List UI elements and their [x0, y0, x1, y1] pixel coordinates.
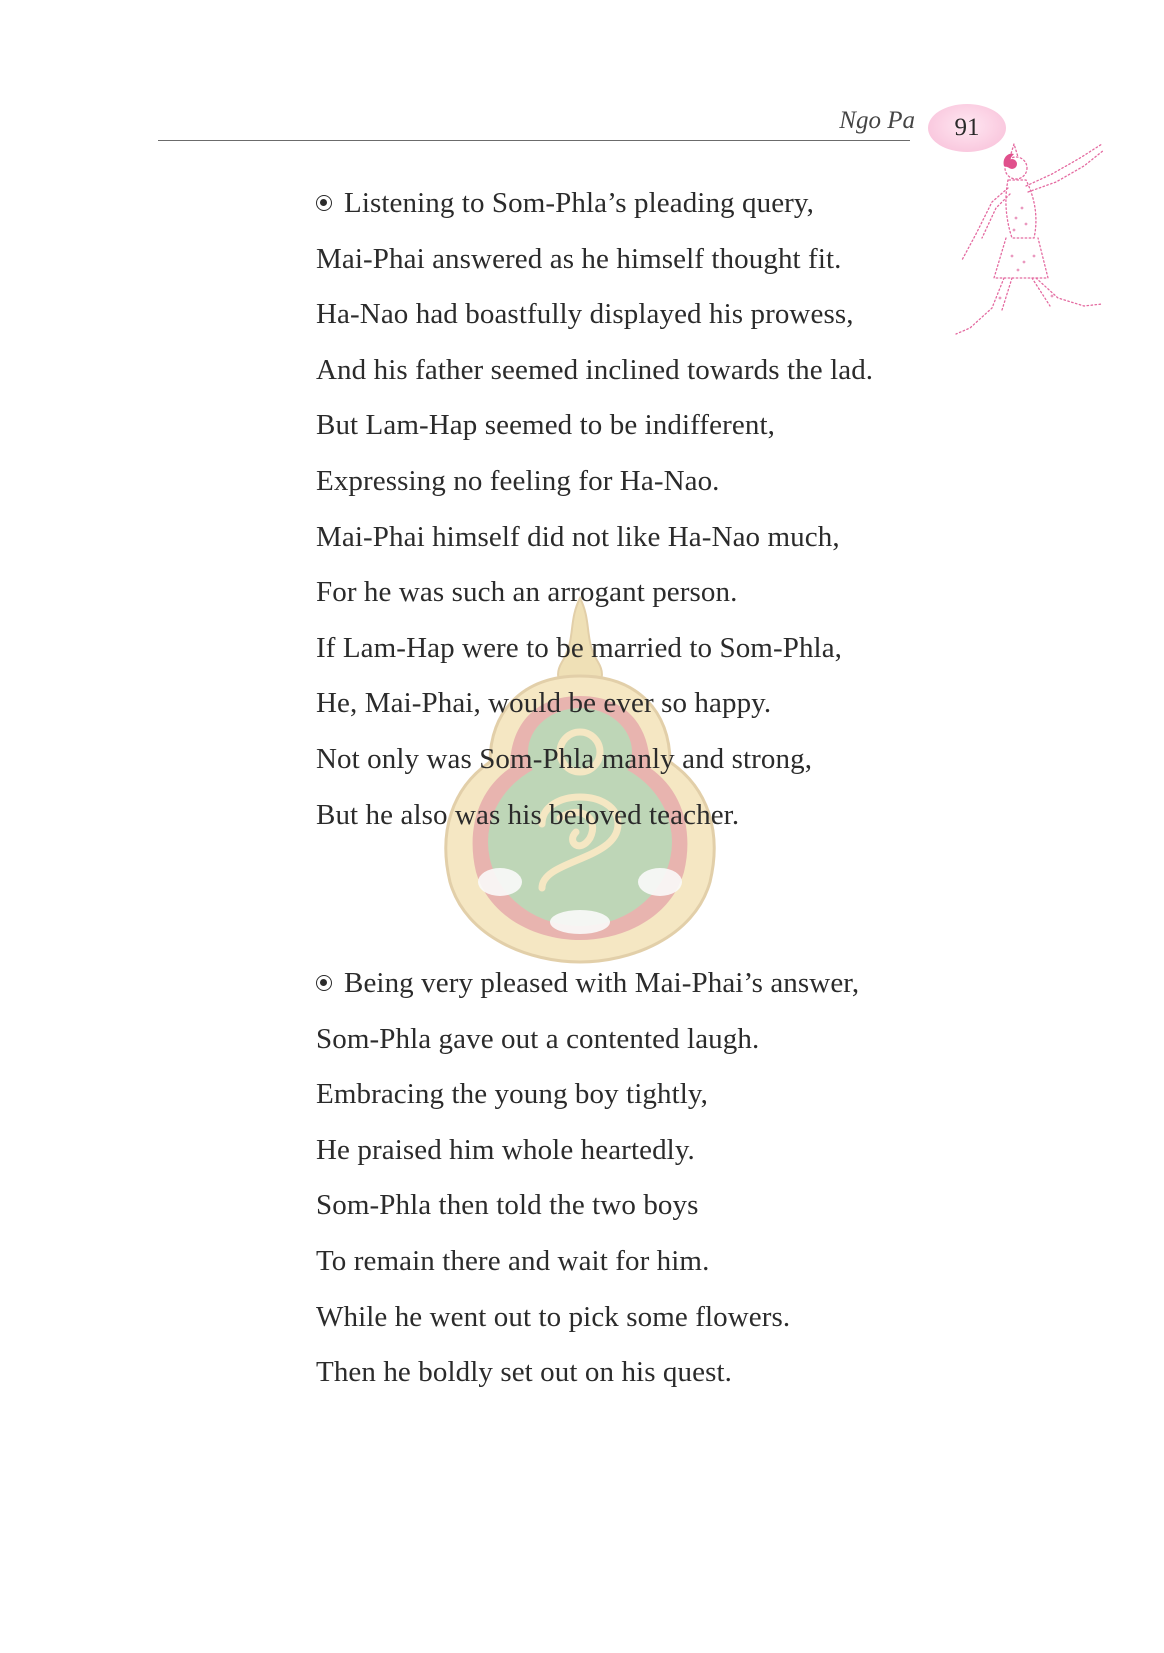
page-number: 91	[954, 114, 980, 141]
verse-line: He, Mai-Phai, would be ever so happy.	[316, 687, 772, 720]
verse-line: And his father seemed inclined towards the lad.	[316, 353, 874, 386]
verse-line: Som-Phla gave out a contented laugh.	[316, 1022, 760, 1055]
verse-line: For he was such an arrogant person.	[316, 576, 738, 609]
verse-line: Expressing no feeling for Ha-Nao.	[316, 464, 720, 497]
verse-line: To remain there and wait for him.	[316, 1244, 710, 1277]
verse-line: Embracing the young boy tightly,	[316, 1078, 708, 1111]
header-rule	[158, 140, 910, 141]
running-title: Ngo Pa	[839, 107, 915, 134]
stanza-1	[316, 176, 873, 843]
verse-line: Som-Phla then told the two boys	[316, 1189, 699, 1222]
verse-line: Then he boldly set out on his quest.	[316, 1356, 733, 1389]
verse-line: But Lam-Hap seemed to be indifferent,	[316, 409, 775, 442]
verse-line: While he went out to pick some flowers.	[316, 1300, 791, 1333]
verse-line: Not only was Som-Phla manly and strong,	[316, 742, 813, 775]
dancer-illustration	[952, 138, 1124, 348]
verse-line: Listening to Som-Phla’s pleading query,	[316, 176, 873, 232]
verse-line: Ha-Nao had boastfully displayed his prowess,	[316, 298, 854, 331]
circle-dot-icon	[316, 975, 332, 991]
verse-line: Being very pleased with Mai-Phai’s answer,	[316, 956, 859, 1012]
stanza-2	[316, 956, 859, 1401]
verse-line: But he also was his beloved teacher.	[316, 798, 740, 831]
verse-line: Mai-Phai answered as he himself thought fit.	[316, 242, 842, 275]
verse-line: Mai-Phai himself did not like Ha-Nao much,	[316, 520, 840, 553]
circle-dot-icon	[316, 195, 332, 211]
verse-line: If Lam-Hap were to be married to Som-Phla,	[316, 631, 843, 664]
verse-line: He praised him whole heartedly.	[316, 1133, 695, 1166]
